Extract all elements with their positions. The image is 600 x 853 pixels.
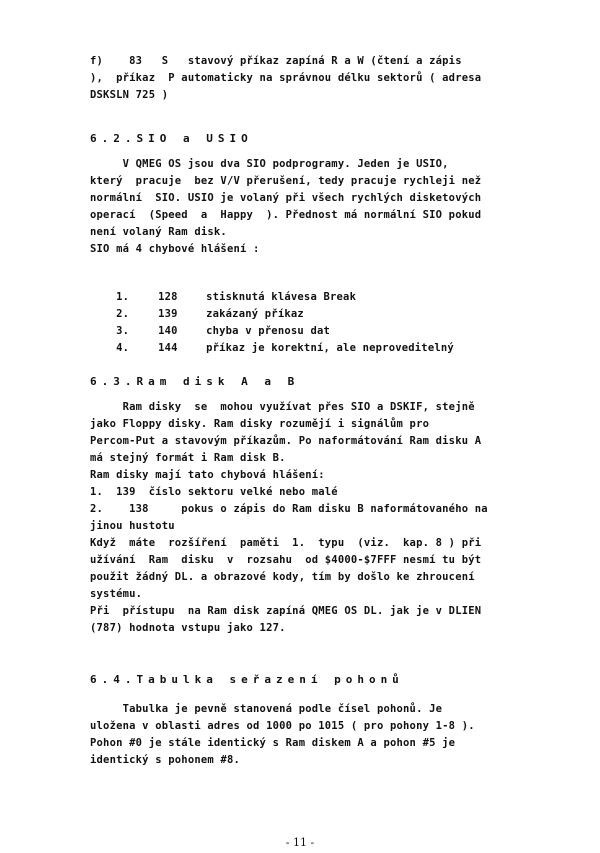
error-code: 140 — [158, 325, 178, 337]
error-code: 128 — [158, 291, 178, 303]
error-text: příkaz je korektní, ale neproveditelný — [206, 342, 454, 354]
error-index: 3. — [116, 325, 130, 337]
page-number: - 11 - — [285, 836, 315, 849]
paragraph-line: operací (Speed a Happy ). Přednost má normální SIO pokud — [90, 209, 482, 221]
paragraph-line: Tabulka je pevně stanovená podle čísel pohonů. Je — [90, 703, 443, 715]
error-index: 2. — [116, 308, 130, 320]
intro-line: f) 83 S stavový příkaz zapíná R a W (čtení a zápis — [90, 55, 462, 67]
paragraph-line: Ram disky mají tato chybová hlášení: — [90, 469, 325, 481]
paragraph-line: V QMEG OS jsou dva SIO podprogramy. Jeden je USIO, — [90, 158, 449, 170]
intro-line: DSKSLN 725 ) — [90, 89, 169, 101]
section-heading: 6.2.SIO a USIO — [90, 132, 253, 145]
paragraph-line: identický s pohonem #8. — [90, 754, 240, 766]
error-index: 4. — [116, 342, 130, 354]
paragraph-line: Pohon #0 je stále identický s Ram diskem A a pohon #5 je — [90, 737, 456, 749]
paragraph-line: (787) hodnota vstupu jako 127. — [90, 622, 286, 634]
error-code: 139 — [158, 308, 178, 320]
intro-line: ), příkaz P automaticky na správnou délku sektorů ( adresa — [90, 72, 482, 84]
paragraph-line: který pracuje bez V/V přerušení, tedy pracuje rychleji než — [90, 175, 482, 187]
paragraph-line: 1. 139 číslo sektoru velké nebo malé — [90, 486, 338, 498]
section-heading: 6.3.Ram disk A a B — [90, 375, 300, 388]
paragraph-line: jako Floppy disky. Ram disky rozumějí i signálům pro — [90, 418, 430, 430]
paragraph-line: Ram disky se mohou využívat přes SIO a DSKIF, stejně — [90, 401, 475, 413]
paragraph-line: má stejný formát i Ram disk B. — [90, 452, 286, 464]
error-text: zakázaný příkaz — [206, 308, 304, 320]
paragraph-line: 2. 138 pokus o zápis do Ram disku B naformátovaného na — [90, 503, 488, 515]
error-index: 1. — [116, 291, 130, 303]
paragraph-line: použit žádný DL. a obrazové kody, tím by došlo ke zhroucení — [90, 571, 475, 583]
paragraph-line: užívání Ram disku v rozsahu od $4000-$7FFF nesmí tu být — [90, 554, 482, 566]
paragraph-line: Při přístupu na Ram disk zapíná QMEG OS DL. jak je v DLIEN — [90, 605, 482, 617]
error-text: chyba v přenosu dat — [206, 325, 331, 337]
paragraph-line: uložena v oblasti adres od 1000 po 1015 ( pro pohony 1-8 ). — [90, 720, 475, 732]
paragraph-line: SIO má 4 chybové hlášení : — [90, 243, 260, 255]
paragraph-line: systému. — [90, 588, 143, 600]
error-item — [90, 327, 530, 369]
paragraph-line: jinou hustotu — [90, 520, 175, 532]
paragraph-line: není volaný Ram disk. — [90, 226, 227, 238]
error-text: stisknutá klávesa Break — [206, 291, 357, 303]
section-heading: 6.4.Tabulka seřazení pohonů — [90, 673, 404, 686]
error-code: 144 — [158, 342, 178, 354]
paragraph-line: normální SIO. USIO je volaný při všech rychlých disketových — [90, 192, 482, 204]
paragraph-line: Když máte rozšíření paměti 1. typu (viz. kap. 8 ) při — [90, 537, 482, 549]
paragraph-line: Percom-Put a stavovým příkazům. Po naformátování Ram disku A — [90, 435, 482, 447]
